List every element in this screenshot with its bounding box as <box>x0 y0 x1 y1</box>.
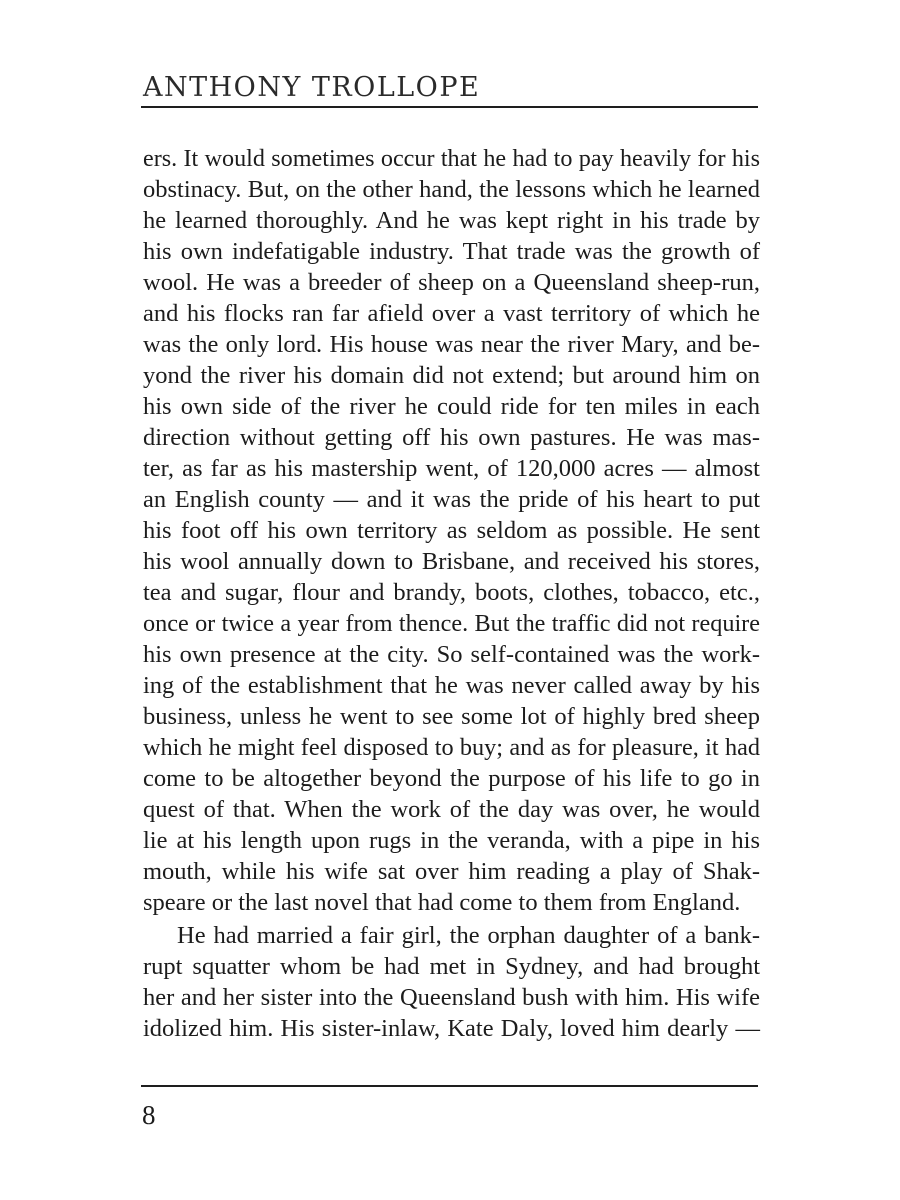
text-line: and his flocks ran far afield over a vast territory of which he <box>143 300 760 327</box>
text-line: business, unless he went to see some lot of highly bred sheep <box>143 703 760 730</box>
paragraph-2 <box>143 920 760 1044</box>
text-line: her and her sister into the Queensland bush with him. His wife <box>143 984 760 1011</box>
text-line: was the only lord. His house was near the river Mary, and be- <box>143 331 760 358</box>
text-line: his own presence at the city. So self-contained was the work- <box>143 641 760 668</box>
text-line: yond the river his domain did not extend; but around him on <box>143 362 760 389</box>
text-line: come to be altogether beyond the purpose of his life to go in <box>143 765 760 792</box>
text-line: his wool annually down to Brisbane, and received his stores, <box>143 548 760 575</box>
footer-rule <box>141 1085 758 1087</box>
text-line: his foot off his own territory as seldom as possible. He sent <box>143 517 760 544</box>
text-line: which he might feel disposed to buy; and as for pleasure, it had <box>143 734 760 761</box>
text-line: an English county — and it was the pride of his heart to put <box>143 486 760 513</box>
text-line: rupt squatter whom be had met in Sydney, and had brought <box>143 953 760 980</box>
text-line: his own indefatigable industry. That trade was the growth of <box>143 238 760 265</box>
text-line: quest of that. When the work of the day was over, he would <box>143 796 760 823</box>
text-line: He had married a fair girl, the orphan daughter of a bank- <box>177 922 760 949</box>
page-number: 8 <box>142 1100 156 1130</box>
paragraph-1 <box>143 143 760 918</box>
body-text <box>143 143 760 1044</box>
text-line: ter, as far as his mastership went, of 120,000 acres — almost <box>143 455 760 482</box>
running-head: ANTHONY TROLLOPE <box>143 72 481 103</box>
text-line: ers. It would sometimes occur that he had to pay heavily for his <box>143 145 760 172</box>
text-line: ing of the establishment that he was never called away by his <box>143 672 760 699</box>
text-line: mouth, while his wife sat over him reading a play of Shak- <box>143 858 760 885</box>
text-line: wool. He was a breeder of sheep on a Queensland sheep-run, <box>143 269 760 296</box>
text-line: lie at his length upon rugs in the veranda, with a pipe in his <box>143 827 760 854</box>
text-line: tea and sugar, flour and brandy, boots, clothes, tobacco, etc., <box>143 579 760 606</box>
header-rule <box>141 106 758 108</box>
text-line: direction without getting off his own pastures. He was mas- <box>143 424 760 451</box>
text-line: obstinacy. But, on the other hand, the lessons which he learned <box>143 176 760 203</box>
text-line: speare or the last novel that had come to them from England. <box>143 889 741 916</box>
text-line: he learned thoroughly. And he was kept right in his trade by <box>143 207 760 234</box>
text-line: his own side of the river he could ride for ten miles in each <box>143 393 760 420</box>
text-line: idolized him. His sister-inlaw, Kate Daly, loved him dearly — <box>143 1015 760 1042</box>
text-line: once or twice a year from thence. But the traffic did not require <box>143 610 760 637</box>
